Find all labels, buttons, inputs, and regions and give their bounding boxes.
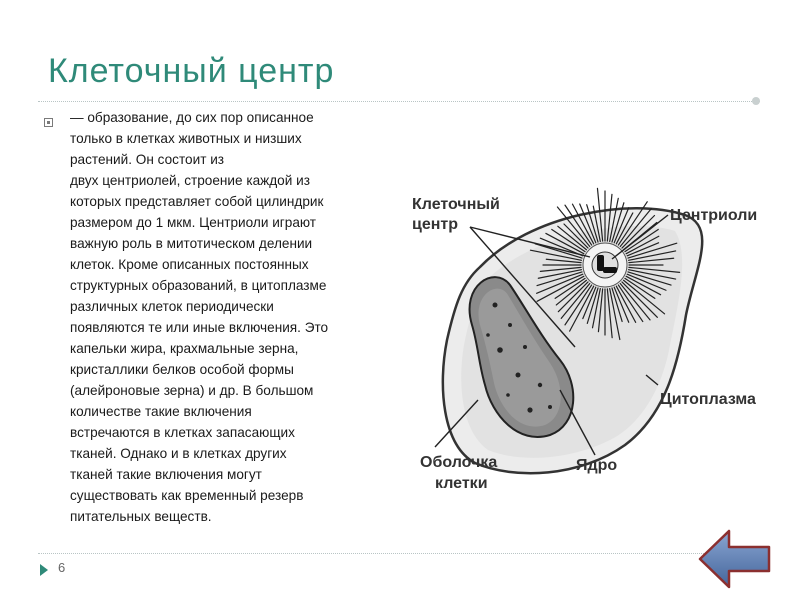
body-text: — образование, до сих пор описанное только в клетках животных и низших растений. Он состоит из двух центриолей, строение каждой из которых представляет собой цилиндрик размером до 1 мкм. Центриоли играют важную роль в митотическом делении клеток. Кроме описанных постоянных структурных образований, в цитоплазме различных клеток периодически появляются те или иные включения. Это капельки жира, крахмальные зерна, кристаллики белков особой формы (алейроновые зерна) и др. В большом количестве такие включения встречаются в клетках запасающих тканей. Однако и в клетках других тканей такие включения могут существовать как временный резерв питательных веществ. [70,110,329,524]
left-arrow-icon[interactable] [697,527,772,591]
label-centrioles: Центриоли [670,207,758,224]
divider-dot [752,97,760,105]
label-cytoplasm: Цитоплазма [660,391,756,408]
cell-diagram [400,175,790,505]
play-icon [40,564,48,576]
slide-title: Клеточный центр [48,52,335,90]
label-cell-center: Клеточный [412,196,500,213]
label-membrane-2: клетки [435,475,488,492]
label-membrane: Оболочка [420,454,498,471]
bullet-icon [44,118,53,127]
centriole [603,267,617,273]
label-nucleus: Ядро [576,457,618,474]
page-number: 6 [58,560,66,575]
footer-divider [38,553,760,554]
centriole [597,255,604,271]
title-divider [38,101,760,102]
label-cell-center-2: центр [412,216,459,233]
